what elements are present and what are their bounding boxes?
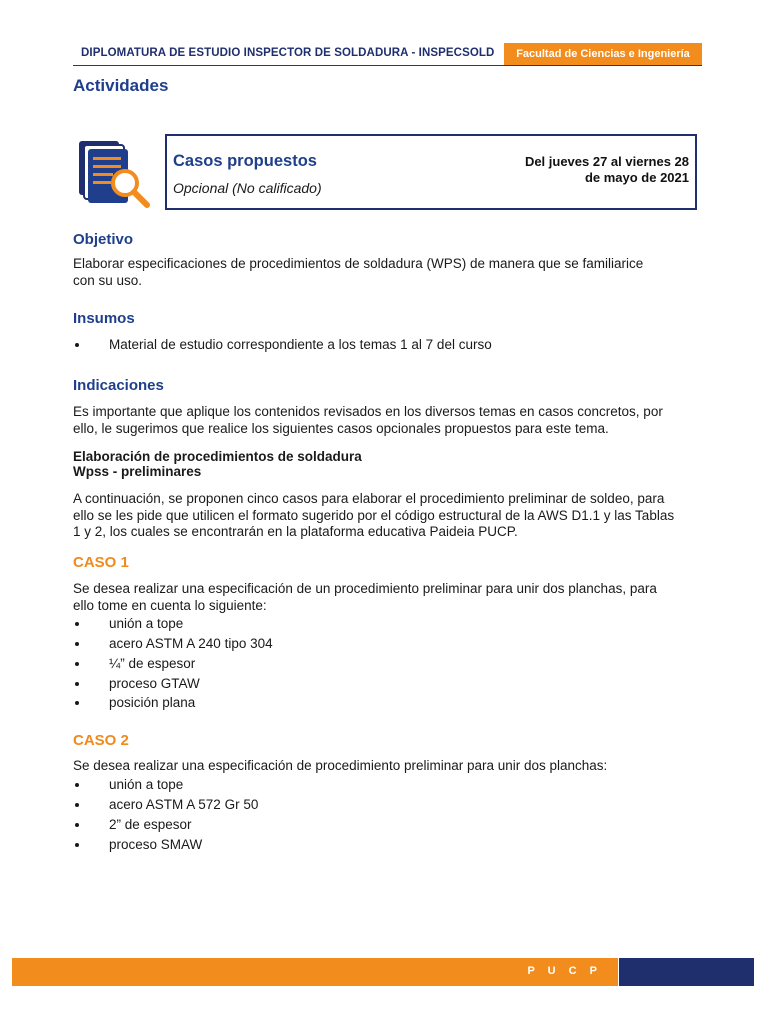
bullet-icon (75, 682, 79, 686)
activity-date (489, 154, 689, 186)
objetivo-line2: con su uso. (73, 273, 143, 288)
subsection-heading (73, 449, 703, 479)
list-item-text: proceso SMAW (109, 837, 203, 852)
bullet-icon (75, 343, 79, 347)
intro-line3: 1 y 2, los cuales se encontrarán en la plataforma educativa Paideia PUCP. (73, 524, 518, 539)
list-item-text: Material de estudio correspondiente a los temas 1 al 7 del curso (109, 337, 492, 352)
list-item-text: unión a tope (109, 777, 184, 792)
intro-line2: ello se les pide que utilicen el formato sugerido por el código estructural de la AWS D1.1 y las Tablas (73, 507, 675, 523)
list-item-text: ¼” de espesor (109, 656, 196, 671)
indicaciones-text (73, 403, 703, 437)
objetivo-text (73, 255, 703, 289)
indicaciones-line1: Es importante que aplique los contenidos revisados en los diversos temas en casos concretos, por (73, 404, 663, 419)
caso1-line2: ello tome en cuenta lo siguiente: (73, 598, 267, 613)
bullet-icon (75, 622, 79, 626)
activity-subtitle: Opcional (No calificado) (173, 180, 322, 196)
list-item-text: proceso GTAW (109, 676, 200, 691)
insumos-heading: Insumos (73, 310, 135, 327)
caso2-heading: CASO 2 (73, 732, 129, 749)
bullet-icon (75, 823, 79, 827)
footer-accent (619, 958, 754, 986)
list-item-text: acero ASTM A 572 Gr 50 (109, 797, 259, 812)
indicaciones-line2: ello, le sugerimos que realice los siguientes casos opcionales propuestos para este tema. (73, 421, 609, 436)
document-search-icon (77, 139, 153, 209)
objetivo-line1: Elaborar especificaciones de procedimientos de soldadura (WPS) de manera que se familiarice (73, 256, 644, 271)
intro-text (73, 491, 703, 541)
bullet-icon (75, 843, 79, 847)
footer-bar (12, 958, 618, 986)
intro-line1: A continuación, se proponen cinco casos para elaborar el procedimiento preliminar de soldeo, para (73, 491, 665, 506)
caso1-line1: Se desea realizar una especificación de un procedimiento preliminar para unir dos planchas, para (73, 581, 657, 596)
page-header (73, 43, 702, 66)
caso1-heading: CASO 1 (73, 554, 129, 571)
footer-label: P U C P (527, 965, 602, 977)
list-item-text: 2” de espesor (109, 817, 192, 832)
caso2-line1: Se desea realizar una especificación de procedimiento preliminar para unir dos planchas: (73, 758, 608, 773)
list-item-text: acero ASTM A 240 tipo 304 (109, 636, 273, 651)
bullet-icon (75, 803, 79, 807)
activity-date-line1: Del jueves 27 al viernes 28 (524, 154, 689, 169)
bullet-icon (75, 662, 79, 666)
objetivo-heading: Objetivo (73, 231, 134, 248)
indicaciones-heading: Indicaciones (73, 377, 164, 394)
activity-title: Casos propuestos (173, 152, 317, 170)
bullet-icon (75, 783, 79, 787)
caso1-text (73, 580, 703, 614)
activity-box (165, 134, 697, 210)
list-item-text: posición plana (109, 695, 196, 710)
subsection-heading-line1: Elaboración de procedimientos de soldadura (73, 449, 362, 464)
program-title: DIPLOMATURA DE ESTUDIO INSPECTOR DE SOLDADURA - INSPECSOLD (81, 47, 495, 59)
bullet-icon (75, 701, 79, 705)
subsection-heading-line2: Wpss - preliminares (73, 464, 202, 479)
list-item-text: unión a tope (109, 616, 184, 631)
section-title: Actividades (73, 76, 169, 95)
caso2-text (73, 757, 703, 774)
bullet-icon (75, 642, 79, 646)
faculty-label: Facultad de Ciencias e Ingeniería (504, 43, 702, 65)
activity-date-line2: de mayo de 2021 (584, 170, 689, 185)
